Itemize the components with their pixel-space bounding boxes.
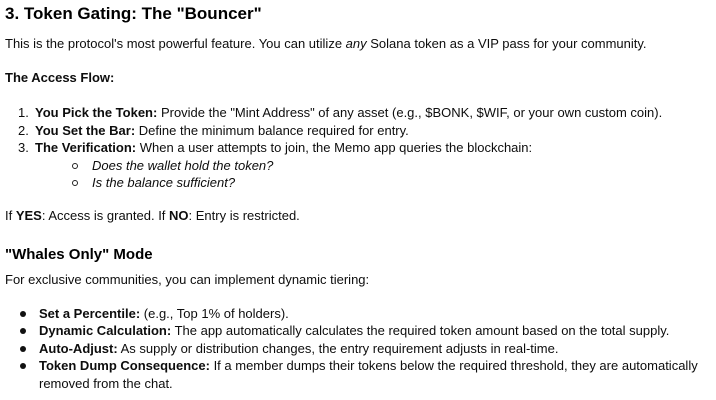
access-flow-list <box>5 104 710 192</box>
intro-text-pre: This is the protocol's most powerful feature. You can utilize <box>5 36 346 51</box>
list-item-text <box>35 104 710 122</box>
sub-list-item <box>5 174 710 192</box>
list-number: 1. <box>18 105 29 120</box>
sub-list-item-text: Is the balance sufficient? <box>92 175 236 190</box>
list-item-lead: You Set the Bar: <box>35 122 136 138</box>
list-item-lead: Auto-Adjust: <box>39 340 118 356</box>
verdict-text: If <box>5 207 16 223</box>
list-item-body: Define the minimum balance required for entry. <box>135 122 409 138</box>
list-number: 3. <box>18 140 29 155</box>
list-item <box>5 122 710 140</box>
sub-list-item-text: Does the wallet hold the token? <box>92 157 274 173</box>
list-item-text <box>39 305 710 323</box>
list-item-text <box>39 322 710 340</box>
list-item-text <box>39 357 710 392</box>
list-item-lead: The Verification: <box>35 140 137 155</box>
list-item-lead: Token Dump Consequence: <box>39 358 210 373</box>
disc-bullet-icon <box>20 322 39 334</box>
disc-bullet-icon <box>20 340 39 352</box>
disc-bullet-icon <box>20 357 39 369</box>
subsection-heading: "Whales Only" Mode <box>5 245 153 263</box>
whales-intro-paragraph: For exclusive communities, you can implement dynamic tiering: <box>5 271 370 287</box>
whales-bullet-list <box>5 305 710 393</box>
verdict-text: : Access is granted. If <box>41 207 170 223</box>
list-item <box>5 139 710 157</box>
list-item-text <box>39 340 710 358</box>
list-item-body: The app automatically calculates the required token amount based on the total supply. <box>171 323 670 338</box>
list-number: 2. <box>18 122 29 138</box>
list-item-text <box>35 139 710 157</box>
list-item <box>5 357 710 392</box>
list-item-lead: Set a Percentile: <box>39 305 141 321</box>
circle-bullet-icon <box>72 174 92 186</box>
intro-text-italic: any <box>345 36 367 51</box>
list-item-body: If a member dumps their tokens below the required threshold, they are automatically removed from the chat. <box>39 358 698 391</box>
verdict-yes: YES <box>15 207 42 223</box>
list-item-lead: Dynamic Calculation: <box>39 323 172 338</box>
list-item-lead: You Pick the Token: <box>35 105 158 120</box>
list-item-body: When a user attempts to join, the Memo app queries the blockchain: <box>136 140 533 155</box>
access-flow-label: The Access Flow: <box>5 70 115 85</box>
verdict-paragraph <box>5 206 710 225</box>
list-item-body: As supply or distribution changes, the entry requirement adjusts in real-time. <box>117 340 559 356</box>
section-heading: 3. Token Gating: The "Bouncer" <box>5 4 262 23</box>
circle-bullet-icon <box>72 157 92 169</box>
list-item <box>5 104 710 122</box>
list-item-body: (e.g., Top 1% of holders). <box>140 305 289 321</box>
list-item <box>5 340 710 358</box>
list-item <box>5 305 710 323</box>
list-item-body: Provide the "Mint Address" of any asset (e.g., $BONK, $WIF, or your own custom coin). <box>157 105 663 120</box>
intro-paragraph <box>5 34 710 53</box>
disc-bullet-icon <box>20 305 39 317</box>
list-item <box>5 322 710 340</box>
list-item-text <box>35 122 710 140</box>
verdict-text: : Entry is restricted. <box>188 207 300 223</box>
verdict-no: NO <box>169 207 189 223</box>
intro-text-post: Solana token as a VIP pass for your community. <box>366 36 647 51</box>
sub-list-item <box>5 157 710 175</box>
